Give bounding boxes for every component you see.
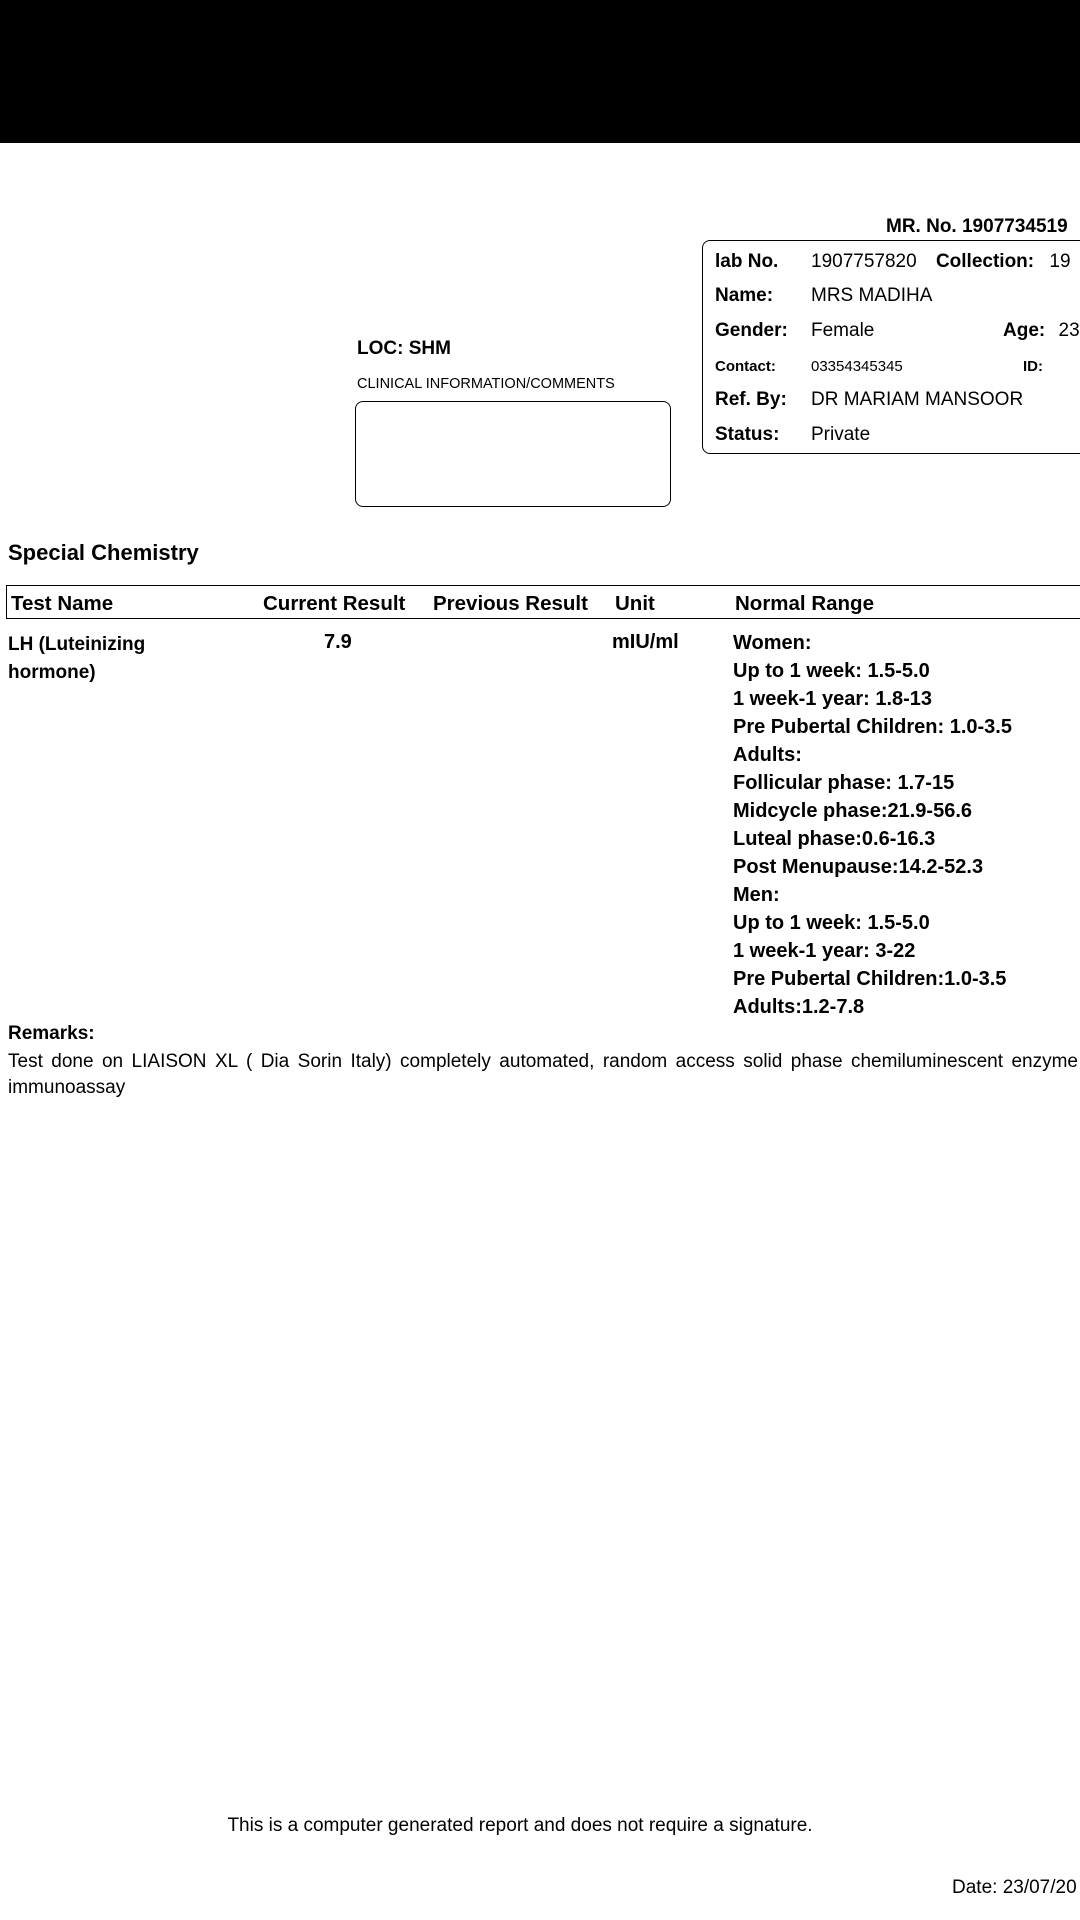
gender-label: Gender:	[715, 320, 788, 341]
range-line: Post Menupause:14.2-52.3	[733, 856, 984, 878]
age-value: 23	[1058, 320, 1080, 341]
remarks-text: Test done on LIAISON XL ( Dia Sorin Italy) completely automated, random access solid phase chemiluminescent enzyme immunoassay	[8, 1051, 1078, 1098]
status-row	[715, 424, 870, 446]
clinical-info-label: CLINICAL INFORMATION/COMMENTS	[357, 376, 615, 392]
range-line: Adults:1.2-7.8	[733, 996, 865, 1018]
name-row	[715, 285, 932, 307]
current-result: 7.9	[324, 631, 352, 653]
collection-label: Collection:	[935, 251, 1035, 272]
header-normal-range: Normal Range	[735, 592, 874, 615]
contact-label: Contact:	[715, 358, 776, 375]
range-line: 1 week-1 year: 3-22	[733, 940, 916, 962]
header-previous-result: Previous Result	[433, 592, 588, 615]
gender-value: Female	[811, 320, 875, 341]
range-line: Follicular phase: 1.7-15	[733, 772, 955, 794]
lab-no-value: 1907757820	[811, 251, 917, 272]
header-unit: Unit	[615, 592, 655, 615]
age-label: Age:	[1003, 320, 1046, 341]
report-date: Date: 23/07/20	[952, 1877, 1077, 1898]
test-name: LH (Luteinizing hormone)	[8, 634, 146, 683]
location-label: LOC: SHM	[357, 338, 451, 359]
range-line: Pre Pubertal Children: 1.0-3.5	[733, 716, 1012, 738]
lab-no-label: lab No.	[715, 251, 779, 272]
range-line: Men:	[733, 884, 780, 906]
range-line: Pre Pubertal Children:1.0-3.5	[733, 968, 1007, 990]
header-current-result: Current Result	[263, 592, 406, 615]
id-label: ID:	[1023, 358, 1043, 375]
age-row	[1003, 320, 1080, 342]
header-test-name: Test Name	[11, 592, 114, 615]
contact-value: 03354345345	[811, 358, 903, 375]
patient-info-box	[702, 240, 1080, 454]
clinical-info-box	[355, 401, 671, 507]
collection-value: 19	[1049, 251, 1071, 272]
range-line: Up to 1 week: 1.5-5.0	[733, 912, 930, 934]
ref-by-row	[715, 389, 1023, 411]
top-black-bar	[0, 0, 1080, 143]
ref-by-value: DR MARIAM MANSOOR	[811, 389, 1024, 410]
mr-number: MR. No. 1907734519	[886, 216, 1068, 237]
range-line: 1 week-1 year: 1.8-13	[733, 688, 933, 710]
range-line: Women:	[733, 632, 812, 654]
range-line: Luteal phase:0.6-16.3	[733, 828, 936, 850]
gender-row	[715, 320, 874, 342]
id-row	[1023, 358, 1043, 375]
range-line: Adults:	[733, 744, 802, 766]
status-label: Status:	[715, 424, 780, 445]
remarks-label: Remarks:	[8, 1023, 95, 1044]
range-line: Up to 1 week: 1.5-5.0	[733, 660, 930, 682]
name-label: Name:	[715, 285, 774, 306]
results-table-header	[6, 585, 1080, 619]
status-value: Private	[811, 424, 871, 445]
footer-note: This is a computer generated report and does not require a signature.	[227, 1815, 813, 1836]
ref-by-label: Ref. By:	[715, 389, 787, 410]
normal-range-list	[733, 629, 1012, 1021]
patient-name: MRS MADIHA	[811, 285, 933, 306]
unit-value: mIU/ml	[612, 631, 679, 653]
lab-no-row	[715, 251, 1071, 273]
range-line: Midcycle phase:21.9-56.6	[733, 800, 973, 822]
contact-row	[715, 358, 903, 375]
section-title: Special Chemistry	[8, 540, 199, 565]
